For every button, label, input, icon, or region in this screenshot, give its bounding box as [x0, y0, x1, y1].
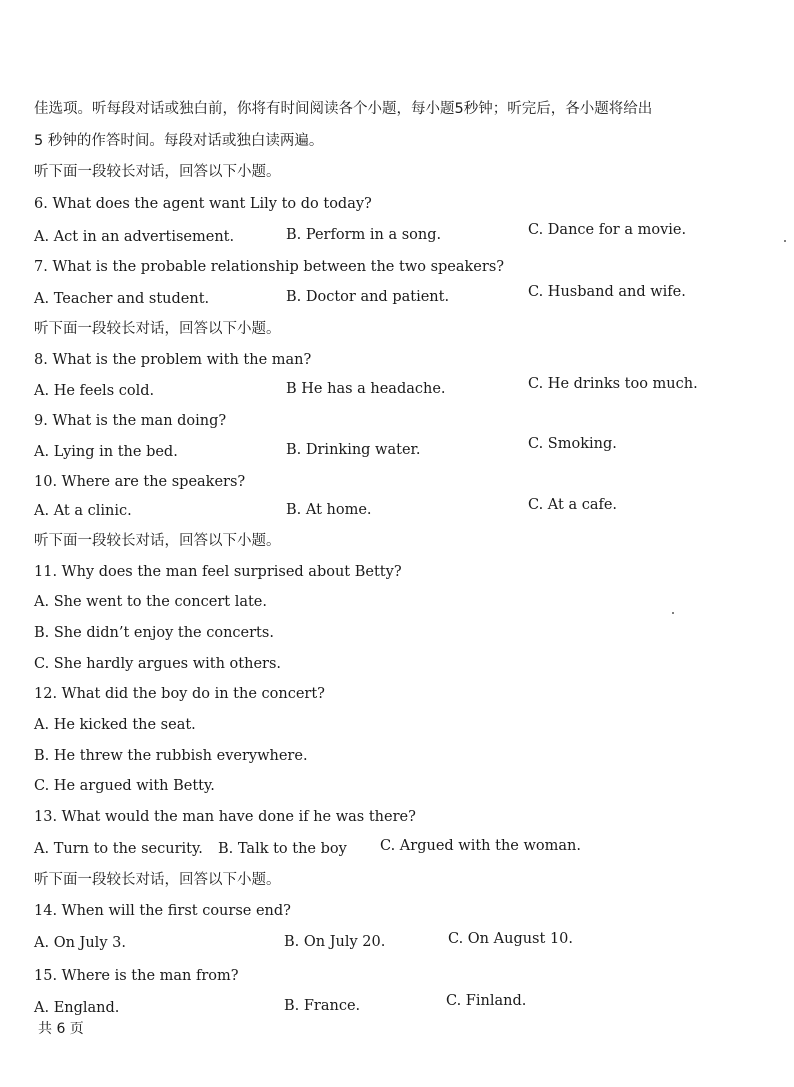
- section-header: 听下面一段较长对话，回答以下小题。: [34, 872, 281, 888]
- option-6a: A. Act in an advertisement.: [34, 229, 235, 245]
- scan-speck: [784, 240, 786, 242]
- option-8c: C. He drinks too much.: [528, 376, 698, 392]
- option-7b: B. Doctor and patient.: [286, 289, 450, 305]
- scan-speck: [672, 612, 674, 614]
- option-14c: C. On August 10.: [448, 931, 573, 947]
- option-9b: B. Drinking water.: [286, 442, 421, 458]
- option-13b: B. Talk to the boy: [218, 841, 347, 857]
- question-10: 10. Where are the speakers?: [34, 474, 246, 490]
- page-count: 共 6 页: [38, 1021, 84, 1037]
- option-15a: A. England.: [34, 1000, 120, 1016]
- option-7a: A. Teacher and student.: [34, 291, 210, 307]
- option-11a: A. She went to the concert late.: [34, 594, 267, 610]
- question-11: 11. Why does the man feel surprised about Betty?: [34, 564, 402, 580]
- option-10b: B. At home.: [286, 502, 372, 518]
- option-10a: A. At a clinic.: [34, 503, 132, 519]
- option-9a: A. Lying in the bed.: [34, 444, 178, 460]
- option-14b: B. On July 20.: [284, 934, 386, 950]
- question-15: 15. Where is the man from?: [34, 968, 239, 984]
- option-13a: A. Turn to the security.: [34, 841, 203, 857]
- option-9c: C. Smoking.: [528, 436, 617, 452]
- question-6: 6. What does the agent want Lily to do today?: [34, 196, 372, 212]
- option-15b: B. France.: [284, 998, 361, 1014]
- question-8: 8. What is the problem with the man?: [34, 352, 312, 368]
- option-6c: C. Dance for a movie.: [528, 222, 687, 238]
- option-11b: B. She didn’t enjoy the concerts.: [34, 625, 274, 641]
- option-15c: C. Finland.: [446, 993, 527, 1009]
- option-7c: C. Husband and wife.: [528, 284, 686, 300]
- option-12a: A. He kicked the seat.: [34, 717, 196, 733]
- option-8b: B He has a headache.: [286, 381, 446, 397]
- question-12: 12. What did the boy do in the concert?: [34, 686, 325, 702]
- option-12c: C. He argued with Betty.: [34, 778, 215, 794]
- section-header: 听下面一段较长对话，回答以下小题。: [34, 321, 281, 337]
- section-header: 听下面一段较长对话，回答以下小题。: [34, 533, 281, 549]
- question-14: 14. When will the first course end?: [34, 903, 291, 919]
- question-13: 13. What would the man have done if he was there?: [34, 809, 416, 825]
- option-13c: C. Argued with the woman.: [380, 838, 581, 854]
- option-14a: A. On July 3.: [34, 935, 126, 951]
- instruction-line-1: 佳选项。听每段对话或独白前，你将有时间阅读各个小题，每小题5秒钟；听完后，各小题将给出: [34, 101, 653, 117]
- option-8a: A. He feels cold.: [34, 383, 155, 399]
- option-10c: C. At a cafe.: [528, 497, 618, 513]
- section-header: 听下面一段较长对话，回答以下小题。: [34, 164, 281, 180]
- instruction-line-2: 5 秒钟的作答时间。每段对话或独白读两遍。: [34, 133, 324, 149]
- question-9: 9. What is the man doing?: [34, 413, 227, 429]
- option-6b: B. Perform in a song.: [286, 227, 442, 243]
- question-7: 7. What is the probable relationship between the two speakers?: [34, 259, 505, 275]
- option-12b: B. He threw the rubbish everywhere.: [34, 748, 308, 764]
- option-11c: C. She hardly argues with others.: [34, 656, 282, 672]
